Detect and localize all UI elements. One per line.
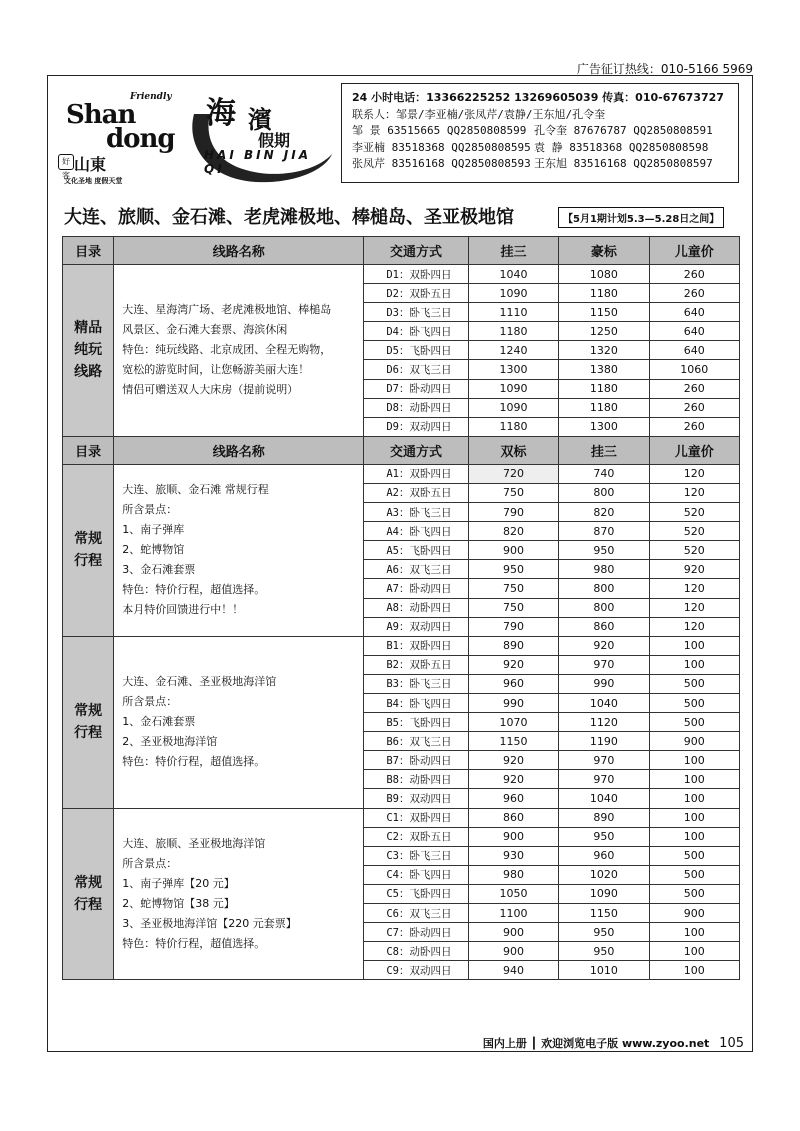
price-cell: 1060	[649, 360, 739, 379]
category-line: 常规	[74, 874, 103, 891]
price-cell: 750	[468, 579, 558, 598]
column-header: 目录	[63, 237, 114, 265]
price-cell: 1010	[559, 961, 649, 980]
price-cell: 120	[649, 483, 739, 502]
price-cell: 980	[559, 560, 649, 579]
route-description-line: 宽松的游览时间，让您畅游美丽大连！	[122, 363, 310, 377]
price-cell: 100	[649, 655, 739, 674]
column-header: 儿童价	[649, 436, 739, 464]
price-cell: 520	[649, 541, 739, 560]
transport-cell: D3：卧飞三日	[364, 303, 468, 322]
transport-cell: D7：卧动四日	[364, 379, 468, 398]
price-cell: 1090	[468, 379, 558, 398]
price-cell: 500	[649, 865, 739, 884]
price-cell: 950	[468, 560, 558, 579]
route-description	[114, 636, 364, 808]
transport-cell: B8：动卧四日	[364, 770, 468, 789]
category-cell	[63, 808, 114, 980]
route-description	[114, 265, 364, 437]
price-cell: 260	[649, 417, 739, 436]
price-cell: 740	[559, 464, 649, 483]
column-header: 交通方式	[364, 436, 468, 464]
transport-cell: A4：卧飞四日	[364, 522, 468, 541]
price-cell: 970	[559, 751, 649, 770]
price-cell: 1300	[559, 417, 649, 436]
price-cell: 100	[649, 961, 739, 980]
price-cell: 1180	[559, 284, 649, 303]
price-cell: 950	[559, 923, 649, 942]
price-cell: 890	[559, 808, 649, 827]
price-cell: 1090	[468, 398, 558, 417]
price-cell: 920	[649, 560, 739, 579]
price-cell: 800	[559, 598, 649, 617]
contact-people-line: 联系人：邹景/李亚楠/张凤芹/袁静/王东旭/孔令奎	[352, 107, 606, 121]
transport-cell: A1：双卧四日	[364, 464, 468, 483]
transport-cell: C4：卧飞四日	[364, 865, 468, 884]
shandong-logo	[58, 90, 178, 190]
column-header: 挂三	[468, 237, 558, 265]
transport-cell: A6：双飞三日	[364, 560, 468, 579]
price-table	[62, 236, 740, 980]
table-header-row	[63, 436, 740, 464]
category-cell	[63, 636, 114, 808]
logo-dong-text: dong	[106, 124, 175, 154]
transport-cell: A2：双卧五日	[364, 483, 468, 502]
logo-motto: 文化圣地 度假天堂	[64, 177, 123, 185]
price-cell: 100	[649, 942, 739, 961]
price-cell: 750	[468, 483, 558, 502]
price-cell: 260	[649, 379, 739, 398]
price-cell: 500	[649, 674, 739, 693]
haibin-logo	[186, 84, 336, 194]
category-line: 精品	[74, 320, 103, 337]
price-cell: 120	[649, 598, 739, 617]
transport-cell: C7：卧动四日	[364, 923, 468, 942]
category-line: 行程	[74, 725, 103, 742]
contact-entry: 袁 静 83518368 QQ2850808598	[534, 140, 709, 154]
category-line: 行程	[74, 553, 103, 570]
contact-entry: 张凤芹 83516168 QQ2850808593	[352, 157, 531, 171]
route-description-line: 所含景点：	[122, 856, 178, 870]
price-cell: 950	[559, 827, 649, 846]
price-cell: 1150	[559, 904, 649, 923]
price-cell: 900	[468, 827, 558, 846]
contact-row	[352, 156, 728, 173]
price-cell: 930	[468, 846, 558, 865]
price-cell: 790	[468, 503, 558, 522]
route-description-line: 特色：特价行程，超值选择。	[122, 936, 266, 950]
category-line: 常规	[74, 703, 103, 720]
price-cell: 500	[649, 846, 739, 865]
price-cell: 1180	[468, 417, 558, 436]
price-cell: 100	[649, 923, 739, 942]
ad-hotline: 广告征订热线：010-5166 5969	[576, 62, 753, 76]
price-cell: 820	[559, 503, 649, 522]
route-description-line: 本月特价回馈进行中！！	[122, 603, 244, 617]
price-cell: 900	[468, 942, 558, 961]
price-cell: 980	[468, 865, 558, 884]
price-cell: 920	[468, 751, 558, 770]
price-cell: 960	[559, 846, 649, 865]
price-cell: 1250	[559, 322, 649, 341]
logo-shan-text: Shan	[66, 100, 136, 130]
price-cell: 1150	[468, 732, 558, 751]
price-cell: 120	[649, 579, 739, 598]
price-cell: 790	[468, 617, 558, 636]
transport-cell: C2：双卧五日	[364, 827, 468, 846]
transport-cell: A8：动卧四日	[364, 598, 468, 617]
price-cell: 720	[468, 464, 558, 483]
price-cell: 800	[559, 579, 649, 598]
price-cell: 640	[649, 341, 739, 360]
price-cell: 1090	[559, 884, 649, 903]
price-cell: 960	[468, 789, 558, 808]
column-header: 豪标	[559, 237, 649, 265]
price-cell: 640	[649, 322, 739, 341]
price-cell: 1380	[559, 360, 649, 379]
page-footer	[483, 1035, 744, 1051]
price-cell: 1020	[559, 865, 649, 884]
price-cell: 120	[649, 464, 739, 483]
price-cell: 1120	[559, 713, 649, 732]
category-cell	[63, 464, 114, 636]
route-description-line: 所含景点：	[122, 695, 178, 709]
price-cell: 1300	[468, 360, 558, 379]
transport-cell: B5：飞卧四日	[364, 713, 468, 732]
category-line: 线路	[74, 364, 103, 381]
price-cell: 1050	[468, 884, 558, 903]
route-description-line: 2、圣亚极地海洋馆	[122, 735, 218, 749]
transport-cell: A9：双动四日	[364, 617, 468, 636]
logo-hai-char: 海	[206, 96, 236, 131]
route-description-line: 特色：纯玩线路、北京成团、全程无购物，	[122, 343, 332, 357]
price-cell: 900	[468, 541, 558, 560]
price-cell: 1100	[468, 904, 558, 923]
contact-entry: 李亚楠 83518368 QQ2850808595	[352, 140, 531, 154]
price-cell: 1180	[559, 379, 649, 398]
price-cell: 100	[649, 789, 739, 808]
route-description-line: 情侣可赠送双人大床房（提前说明）	[122, 383, 299, 397]
transport-cell: D8：动卧四日	[364, 398, 468, 417]
transport-cell: B4：卧飞四日	[364, 693, 468, 712]
price-cell: 1040	[559, 693, 649, 712]
price-cell: 990	[559, 674, 649, 693]
route-description-line: 1、南子弹库【20 元】	[122, 876, 235, 890]
category-line: 纯玩	[74, 342, 103, 359]
footer-text: 国内上册 ┃ 欢迎浏览电子版 www.zyoo.net	[482, 1037, 710, 1050]
price-cell: 1320	[559, 341, 649, 360]
price-cell: 890	[468, 636, 558, 655]
transport-cell: B1：双卧四日	[364, 636, 468, 655]
price-cell: 960	[468, 674, 558, 693]
route-description-line: 大连、金石滩、圣亚极地海洋馆	[122, 675, 277, 689]
price-cell: 500	[649, 884, 739, 903]
price-cell: 1070	[468, 713, 558, 732]
price-cell: 940	[468, 961, 558, 980]
route-description-line: 大连、旅顺、圣亚极地海洋馆	[122, 836, 266, 850]
transport-cell: B9：双动四日	[364, 789, 468, 808]
table-row	[63, 265, 740, 284]
price-cell: 1150	[559, 303, 649, 322]
contact-row	[352, 123, 728, 140]
transport-cell: D4：卧飞四日	[364, 322, 468, 341]
price-cell: 260	[649, 265, 739, 284]
price-cell: 100	[649, 808, 739, 827]
column-header: 双标	[468, 436, 558, 464]
price-cell: 920	[468, 655, 558, 674]
price-cell: 520	[649, 522, 739, 541]
column-header: 线路名称	[114, 237, 364, 265]
transport-cell: D2：双卧五日	[364, 284, 468, 303]
contact-entry: 孔令奎 87676787 QQ2850808591	[534, 124, 713, 138]
transport-cell: A7：卧动四日	[364, 579, 468, 598]
transport-cell: C3：卧飞三日	[364, 846, 468, 865]
price-cell: 1180	[468, 322, 558, 341]
price-cell: 100	[649, 770, 739, 789]
column-header: 儿童价	[649, 237, 739, 265]
transport-cell: B7：卧动四日	[364, 751, 468, 770]
transport-cell: D5：飞卧四日	[364, 341, 468, 360]
category-line: 行程	[74, 896, 103, 913]
column-header: 交通方式	[364, 237, 468, 265]
logo-friendly-text: Friendly	[130, 92, 172, 102]
price-cell: 750	[468, 598, 558, 617]
table-header-row	[63, 237, 740, 265]
logo-shandong-cn: 山東	[74, 155, 107, 174]
table-row	[63, 464, 740, 483]
price-cell: 260	[649, 284, 739, 303]
price-cell: 100	[649, 636, 739, 655]
contact-row	[352, 140, 728, 157]
transport-cell: B3：卧飞三日	[364, 674, 468, 693]
logo-seal: 好客	[58, 154, 74, 170]
logo-bin-char: 濱	[248, 105, 272, 134]
logo-jiaqi-text: 假期	[258, 131, 291, 150]
contact-box	[341, 83, 739, 183]
page-title: 大连、旅顺、金石滩、老虎滩极地、棒槌岛、圣亚极地馆	[64, 207, 514, 228]
price-cell: 800	[559, 483, 649, 502]
route-description-line: 1、金石滩套票	[122, 715, 196, 729]
transport-cell: A3：卧飞三日	[364, 503, 468, 522]
column-header: 挂三	[559, 436, 649, 464]
transport-cell: C5：飞卧四日	[364, 884, 468, 903]
category-cell	[63, 265, 114, 437]
table-row	[63, 636, 740, 655]
price-cell: 950	[559, 942, 649, 961]
price-cell: 820	[468, 522, 558, 541]
price-cell: 900	[649, 904, 739, 923]
logo-area	[58, 84, 338, 194]
price-cell: 950	[559, 541, 649, 560]
price-cell: 870	[559, 522, 649, 541]
transport-cell: D1：双卧四日	[364, 265, 468, 284]
price-cell: 920	[559, 636, 649, 655]
contact-entry: 邹 景 63515665 QQ2850808599	[352, 124, 527, 138]
plan-note: 【5月1期计划5.3—5.28日之间】	[558, 207, 724, 228]
price-cell: 500	[649, 713, 739, 732]
route-description	[114, 808, 364, 980]
column-header: 目录	[63, 436, 114, 464]
page-number: 105	[719, 1036, 744, 1051]
route-description-line: 风景区、金石滩大套票、海滨休闲	[122, 323, 288, 337]
price-cell: 260	[649, 398, 739, 417]
price-cell: 1080	[559, 265, 649, 284]
price-cell: 970	[559, 655, 649, 674]
price-cell: 100	[649, 751, 739, 770]
price-cell: 920	[468, 770, 558, 789]
route-description-line: 1、南子弹库	[122, 523, 185, 537]
transport-cell: A5：飞卧四日	[364, 541, 468, 560]
table-row	[63, 808, 740, 827]
price-cell: 500	[649, 693, 739, 712]
route-description-line: 2、蛇博物馆【38 元】	[122, 896, 235, 910]
price-cell: 860	[559, 617, 649, 636]
transport-cell: C1：双卧四日	[364, 808, 468, 827]
column-header: 线路名称	[114, 436, 364, 464]
transport-cell: B2：双卧五日	[364, 655, 468, 674]
price-cell: 1190	[559, 732, 649, 751]
transport-cell: C8：动卧四日	[364, 942, 468, 961]
transport-cell: D9：双动四日	[364, 417, 468, 436]
price-cell: 1090	[468, 284, 558, 303]
route-description-line: 大连、旅顺、金石滩 常规行程	[122, 483, 269, 497]
route-description	[114, 464, 364, 636]
price-cell: 1240	[468, 341, 558, 360]
price-cell: 900	[649, 732, 739, 751]
transport-cell: C9：双动四日	[364, 961, 468, 980]
contact-phone-line: 24 小时电话：13366225252 13269605039 传真：010-67673727	[352, 91, 724, 104]
route-description-line: 2、蛇博物馆	[122, 543, 185, 557]
route-description-line: 3、金石滩套票	[122, 563, 196, 577]
contact-entry: 王东旭 83516168 QQ2850808597	[534, 157, 713, 171]
route-description-line: 所含景点：	[122, 503, 178, 517]
logo-pinyin: HAI BIN JIA QI	[204, 148, 312, 176]
transport-cell: D6：双飞三日	[364, 360, 468, 379]
price-cell: 970	[559, 770, 649, 789]
route-description-line: 特色：特价行程，超值选择。	[122, 755, 266, 769]
price-cell: 1180	[559, 398, 649, 417]
price-cell: 120	[649, 617, 739, 636]
price-cell: 520	[649, 503, 739, 522]
price-cell: 860	[468, 808, 558, 827]
price-cell: 100	[649, 827, 739, 846]
route-description-line: 特色：特价行程，超值选择。	[122, 583, 266, 597]
transport-cell: C6：双飞三日	[364, 904, 468, 923]
price-cell: 1040	[559, 789, 649, 808]
price-cell: 900	[468, 923, 558, 942]
transport-cell: B6：双飞三日	[364, 732, 468, 751]
price-cell: 1040	[468, 265, 558, 284]
route-description-line: 大连、星海湾广场、老虎滩极地馆、棒槌岛	[122, 303, 332, 317]
price-cell: 640	[649, 303, 739, 322]
price-cell: 990	[468, 693, 558, 712]
price-cell: 1110	[468, 303, 558, 322]
category-line: 常规	[74, 531, 103, 548]
route-description-line: 3、圣亚极地海洋馆【220 元套票】	[122, 916, 297, 930]
